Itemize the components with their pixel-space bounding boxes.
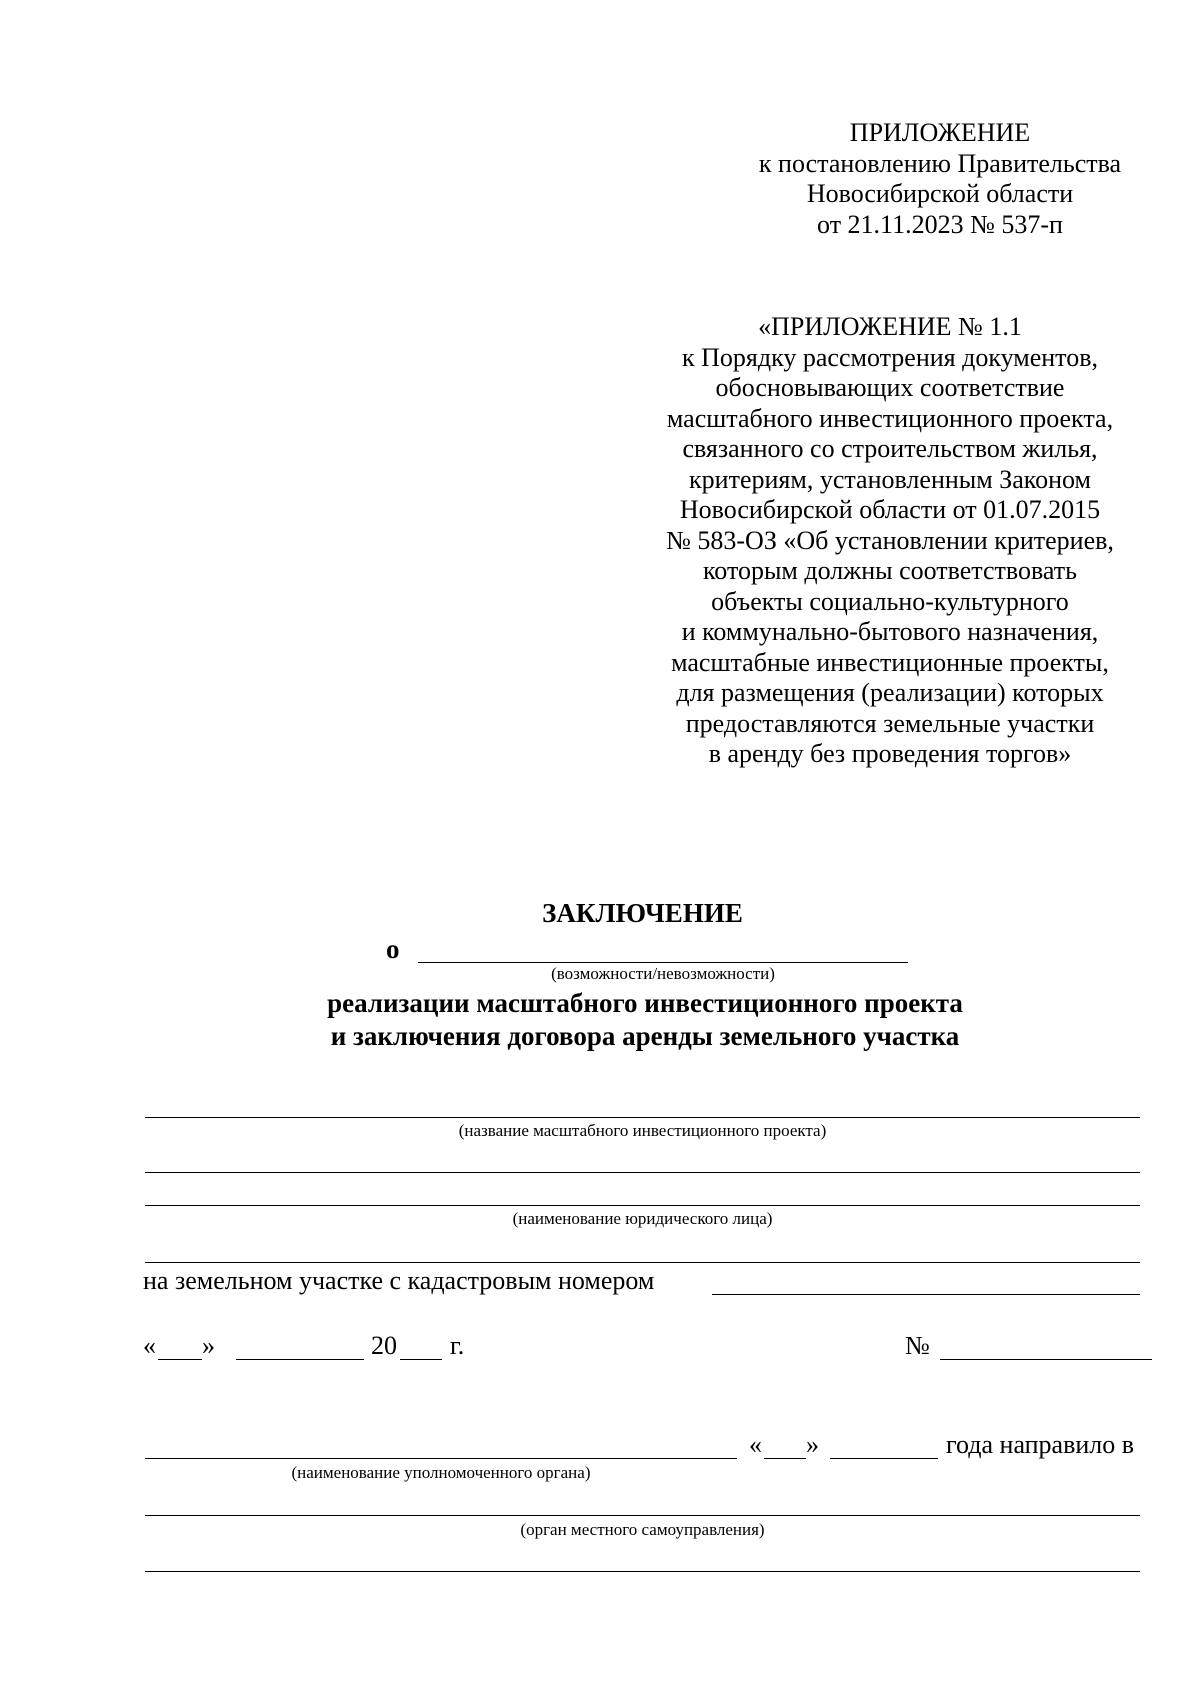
header-line: к постановлению Правительства — [758, 148, 1122, 178]
annex-line: в аренду без проведения торгов» — [708, 739, 1072, 768]
local-authority-line-2[interactable] — [145, 1571, 1140, 1572]
annex-line: связанного со строительством жилья, — [682, 434, 1098, 463]
sent-open-quote: « — [749, 1430, 762, 1459]
project-name-caption: (название масштабного инвестиционного проекта) — [458, 1121, 827, 1140]
local-authority-line[interactable] — [145, 1515, 1140, 1516]
date-month-field[interactable] — [236, 1359, 364, 1360]
header-block — [710, 118, 1170, 240]
header-line: ПРИЛОЖЕНИЕ — [849, 118, 1031, 147]
date-year-suffix: г. — [450, 1331, 465, 1360]
header-line: от 21.11.2023 № 537-п — [817, 209, 1063, 239]
header-line: Новосибирской области — [806, 179, 1074, 208]
annex-line: № 583-ОЗ «Об установлении критериев, — [666, 525, 1114, 555]
annex-line: и коммунально-бытового назначения, — [681, 617, 1099, 646]
document-number-field[interactable] — [940, 1359, 1152, 1360]
annex-line: объекты социально-культурного — [711, 586, 1069, 616]
annex-line: обосновывающих соответствие — [715, 373, 1065, 402]
title-line-2: и заключения договора аренды земельного участка — [330, 1021, 960, 1051]
project-name-line[interactable] — [145, 1117, 1140, 1118]
project-name-line-2[interactable] — [145, 1172, 1140, 1173]
possibility-field-line[interactable] — [418, 962, 908, 963]
sent-month-field[interactable] — [830, 1458, 938, 1459]
legal-entity-caption: (наименование юридического лица) — [512, 1209, 773, 1228]
annex-line: предоставляются земельные участки — [685, 708, 1095, 738]
date-day-field[interactable] — [158, 1359, 202, 1360]
annex-line: «ПРИЛОЖЕНИЕ № 1.1 — [758, 312, 1022, 341]
annex-line: которым должны соответствовать — [702, 556, 1078, 585]
legal-entity-line[interactable] — [145, 1205, 1140, 1206]
possibility-caption: (возможности/невозможности) — [551, 964, 775, 983]
sent-close-quote: » — [806, 1430, 819, 1459]
annex-line: масштабные инвестиционные проекты, — [671, 647, 1109, 677]
title-prefix: о — [386, 934, 400, 964]
number-sign: № — [905, 1331, 930, 1360]
annex-line: для размещения (реализации) которых — [676, 678, 1104, 707]
annex-line: масштабного инвестиционного проекта, — [666, 403, 1114, 433]
document-title: ЗАКЛЮЧЕНИЕ — [542, 898, 743, 928]
sent-text: года направило в — [946, 1430, 1135, 1459]
date-year-prefix: 20 — [371, 1331, 397, 1360]
cadastral-number-field[interactable] — [712, 1294, 1140, 1295]
annex-line: Новосибирской области от 01.07.2015 — [679, 495, 1101, 524]
annex-line: критериям, установленным Законом — [689, 464, 1091, 494]
date-open-quote: « — [143, 1331, 156, 1360]
legal-entity-line-2[interactable] — [145, 1262, 1140, 1263]
annex-block — [620, 312, 1160, 770]
annex-line: к Порядку рассмотрения документов, — [682, 342, 1098, 372]
cadastral-label: на земельном участке с кадастровым номером — [143, 1266, 655, 1295]
authority-field[interactable] — [145, 1458, 737, 1459]
authority-caption: (наименование уполномоченного органа) — [291, 1463, 591, 1482]
local-authority-caption: (орган местного самоуправления) — [520, 1520, 765, 1539]
date-year-field[interactable] — [400, 1359, 442, 1360]
date-close-quote: » — [202, 1331, 215, 1360]
title-line-1: реализации масштабного инвестиционного проекта — [327, 988, 963, 1018]
sent-day-field[interactable] — [764, 1458, 806, 1459]
